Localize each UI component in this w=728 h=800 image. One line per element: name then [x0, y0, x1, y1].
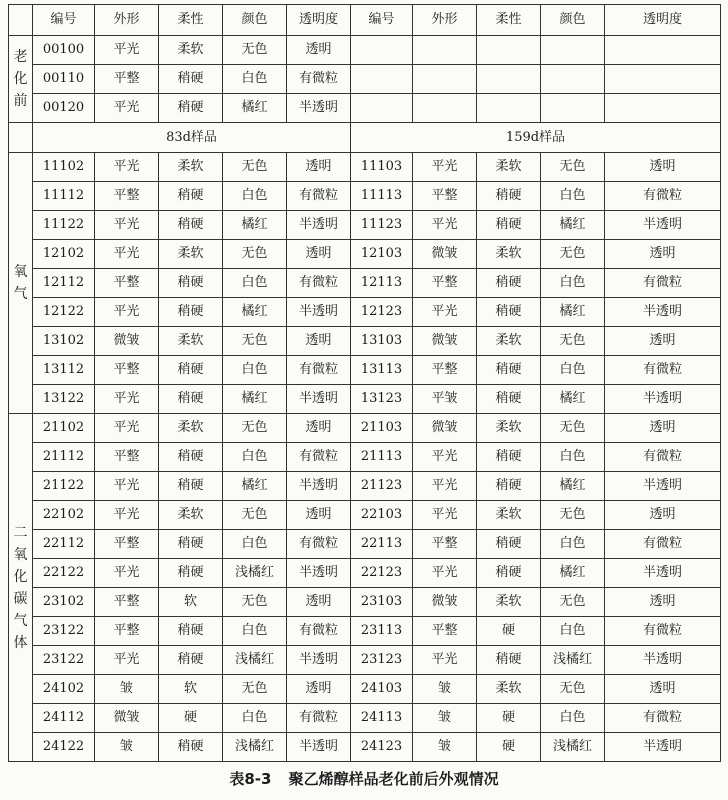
- data-cell: 平光: [413, 211, 477, 240]
- data-cell: 11103: [351, 153, 413, 182]
- data-cell: 透明: [605, 153, 721, 182]
- data-cell: 柔软: [477, 327, 541, 356]
- data-cell: 24112: [33, 704, 95, 733]
- data-cell: 稍硬: [477, 182, 541, 211]
- caption-number: 表8-3: [229, 770, 272, 788]
- data-cell: 橘红: [223, 385, 287, 414]
- data-cell: 透明: [605, 675, 721, 704]
- table-row: [9, 414, 721, 443]
- data-cell: 24103: [351, 675, 413, 704]
- data-cell: 皱: [413, 675, 477, 704]
- data-cell: 稍硬: [477, 443, 541, 472]
- data-cell: 柔软: [159, 414, 223, 443]
- data-cell: 13123: [351, 385, 413, 414]
- data-cell: 平光: [95, 385, 159, 414]
- data-cell: 微皱: [95, 327, 159, 356]
- data-cell: 稍硬: [159, 472, 223, 501]
- data-cell: 平整: [413, 617, 477, 646]
- data-cell: 21123: [351, 472, 413, 501]
- data-cell: 浅橘红: [223, 733, 287, 762]
- data-cell: 橘红: [541, 211, 605, 240]
- data-cell: 白色: [541, 704, 605, 733]
- data-cell: 23122: [33, 617, 95, 646]
- data-cell: 13122: [33, 385, 95, 414]
- header-cell: 颜色: [223, 5, 287, 36]
- data-cell: 11113: [351, 182, 413, 211]
- data-cell: 平光: [95, 240, 159, 269]
- data-cell: 有微粒: [605, 443, 721, 472]
- data-cell: 21122: [33, 472, 95, 501]
- data-cell: 无色: [541, 675, 605, 704]
- data-cell: 11102: [33, 153, 95, 182]
- data-cell: 稍硬: [477, 211, 541, 240]
- data-cell: 微皱: [413, 327, 477, 356]
- data-cell: 半透明: [605, 646, 721, 675]
- data-cell: 白色: [223, 65, 287, 94]
- data-cell: 24123: [351, 733, 413, 762]
- empty-cell: [413, 36, 477, 65]
- empty-cell: [477, 36, 541, 65]
- data-cell: 00120: [33, 94, 95, 123]
- empty-cell: [541, 36, 605, 65]
- data-cell: 柔软: [477, 240, 541, 269]
- data-cell: 无色: [223, 501, 287, 530]
- empty-cell: [541, 65, 605, 94]
- data-cell: 22102: [33, 501, 95, 530]
- data-cell: 有微粒: [287, 530, 351, 559]
- table-row: [9, 356, 721, 385]
- data-cell: 稍硬: [159, 646, 223, 675]
- data-cell: 平光: [413, 472, 477, 501]
- data-cell: 白色: [223, 617, 287, 646]
- data-cell: 22113: [351, 530, 413, 559]
- data-cell: 无色: [223, 153, 287, 182]
- data-cell: 稍硬: [477, 646, 541, 675]
- data-cell: 半透明: [605, 472, 721, 501]
- data-cell: 23102: [33, 588, 95, 617]
- data-cell: 21103: [351, 414, 413, 443]
- section-label-right: 159d样品: [351, 123, 721, 153]
- table-row: [9, 327, 721, 356]
- data-cell: 11122: [33, 211, 95, 240]
- data-cell: 有微粒: [605, 356, 721, 385]
- data-cell: 半透明: [287, 733, 351, 762]
- appearance-table: [8, 4, 721, 762]
- data-cell: 12122: [33, 298, 95, 327]
- data-cell: 稍硬: [477, 298, 541, 327]
- data-cell: 稍硬: [477, 472, 541, 501]
- data-cell: 23122: [33, 646, 95, 675]
- data-cell: 半透明: [287, 298, 351, 327]
- data-cell: 有微粒: [605, 182, 721, 211]
- data-cell: 稍硬: [159, 733, 223, 762]
- data-cell: 柔软: [477, 153, 541, 182]
- data-cell: 平光: [95, 501, 159, 530]
- data-cell: 24102: [33, 675, 95, 704]
- data-cell: 稍硬: [159, 559, 223, 588]
- table-row: [9, 269, 721, 298]
- data-cell: 平整: [413, 182, 477, 211]
- data-cell: 稍硬: [159, 65, 223, 94]
- data-cell: 平整: [95, 356, 159, 385]
- data-cell: 11112: [33, 182, 95, 211]
- data-cell: 无色: [223, 414, 287, 443]
- data-cell: 透明: [287, 240, 351, 269]
- data-cell: 稍硬: [159, 356, 223, 385]
- table-row: [9, 240, 721, 269]
- data-cell: 平整: [413, 356, 477, 385]
- data-cell: 有微粒: [605, 530, 721, 559]
- data-cell: 12123: [351, 298, 413, 327]
- data-cell: 半透明: [605, 733, 721, 762]
- data-cell: 平光: [413, 646, 477, 675]
- empty-cell: [477, 65, 541, 94]
- data-cell: 22103: [351, 501, 413, 530]
- data-cell: 浅橘红: [223, 646, 287, 675]
- data-cell: 半透明: [287, 94, 351, 123]
- table-row: [9, 443, 721, 472]
- corner-cell: [9, 5, 33, 36]
- table-row: [9, 65, 721, 94]
- data-cell: 透明: [287, 501, 351, 530]
- empty-cell: [605, 36, 721, 65]
- data-cell: 稍硬: [159, 385, 223, 414]
- data-cell: 柔软: [477, 675, 541, 704]
- header-cell: 透明度: [605, 5, 721, 36]
- header-cell: 外形: [413, 5, 477, 36]
- data-cell: 平光: [95, 298, 159, 327]
- header-row: [9, 5, 721, 36]
- data-cell: 有微粒: [287, 704, 351, 733]
- data-cell: 透明: [605, 327, 721, 356]
- data-cell: 稍硬: [159, 269, 223, 298]
- table-row: [9, 472, 721, 501]
- data-cell: 柔软: [159, 501, 223, 530]
- data-cell: 柔软: [159, 327, 223, 356]
- table-row: [9, 617, 721, 646]
- data-cell: 白色: [223, 704, 287, 733]
- data-cell: 皱: [413, 704, 477, 733]
- data-cell: 浅橘红: [541, 646, 605, 675]
- data-cell: 有微粒: [287, 182, 351, 211]
- data-cell: 平整: [413, 269, 477, 298]
- data-cell: 无色: [541, 153, 605, 182]
- data-cell: 柔软: [477, 588, 541, 617]
- empty-cell: [477, 94, 541, 123]
- table-row: [9, 675, 721, 704]
- data-cell: 稍硬: [159, 443, 223, 472]
- data-cell: 稍硬: [477, 385, 541, 414]
- data-cell: 浅橘红: [541, 733, 605, 762]
- data-cell: 半透明: [287, 211, 351, 240]
- table-row: [9, 501, 721, 530]
- table-row: [9, 704, 721, 733]
- data-cell: 白色: [541, 182, 605, 211]
- data-cell: 皱: [95, 733, 159, 762]
- data-cell: 21112: [33, 443, 95, 472]
- table-row: [9, 530, 721, 559]
- data-cell: 22122: [33, 559, 95, 588]
- data-cell: 微皱: [413, 588, 477, 617]
- data-cell: 橘红: [223, 211, 287, 240]
- data-cell: 13103: [351, 327, 413, 356]
- data-cell: 平光: [95, 211, 159, 240]
- data-cell: 13102: [33, 327, 95, 356]
- data-cell: 平光: [95, 472, 159, 501]
- data-cell: 有微粒: [287, 617, 351, 646]
- data-cell: 稍硬: [159, 94, 223, 123]
- data-cell: 半透明: [605, 559, 721, 588]
- data-cell: 白色: [541, 269, 605, 298]
- data-cell: 00110: [33, 65, 95, 94]
- data-cell: 平整: [95, 65, 159, 94]
- table-row: [9, 182, 721, 211]
- data-cell: 无色: [223, 240, 287, 269]
- data-cell: 12102: [33, 240, 95, 269]
- data-cell: 无色: [541, 327, 605, 356]
- data-cell: 00100: [33, 36, 95, 65]
- data-cell: 有微粒: [287, 443, 351, 472]
- data-cell: 22123: [351, 559, 413, 588]
- co2-group-text: 二氧化碳气体: [13, 524, 28, 651]
- data-cell: 白色: [541, 356, 605, 385]
- data-cell: 21113: [351, 443, 413, 472]
- table-row: [9, 385, 721, 414]
- caption-title: 聚乙烯醇样品老化前后外观情况: [288, 770, 499, 788]
- data-cell: 透明: [605, 414, 721, 443]
- data-cell: 半透明: [287, 646, 351, 675]
- oxygen-group-text: 氧气: [13, 264, 28, 302]
- data-cell: 硬: [477, 733, 541, 762]
- data-cell: 稍硬: [159, 211, 223, 240]
- data-cell: 皱: [95, 675, 159, 704]
- header-cell: 透明度: [287, 5, 351, 36]
- data-cell: 平皱: [413, 385, 477, 414]
- data-cell: 平光: [95, 414, 159, 443]
- header-cell: 颜色: [541, 5, 605, 36]
- data-cell: 半透明: [287, 559, 351, 588]
- data-cell: 白色: [541, 530, 605, 559]
- data-cell: 24122: [33, 733, 95, 762]
- header-cell: 编号: [351, 5, 413, 36]
- data-cell: 平光: [413, 443, 477, 472]
- data-cell: 白色: [223, 530, 287, 559]
- pre_aging-group-label: [9, 36, 33, 123]
- data-cell: 稍硬: [159, 530, 223, 559]
- data-cell: 平光: [95, 36, 159, 65]
- data-cell: 半透明: [287, 472, 351, 501]
- data-cell: 柔软: [477, 414, 541, 443]
- table-row: [9, 733, 721, 762]
- data-cell: 硬: [477, 617, 541, 646]
- data-cell: 微皱: [413, 414, 477, 443]
- data-cell: 12113: [351, 269, 413, 298]
- table-row: [9, 36, 721, 65]
- data-cell: 21102: [33, 414, 95, 443]
- data-cell: 无色: [223, 588, 287, 617]
- data-cell: 平整: [95, 588, 159, 617]
- table-row: [9, 211, 721, 240]
- data-cell: 平光: [95, 559, 159, 588]
- table-row: [9, 94, 721, 123]
- empty-cell: [351, 36, 413, 65]
- data-cell: 橘红: [541, 472, 605, 501]
- empty-cell: [413, 65, 477, 94]
- data-cell: 橘红: [223, 94, 287, 123]
- data-cell: 白色: [223, 443, 287, 472]
- data-cell: 12103: [351, 240, 413, 269]
- data-cell: 稍硬: [477, 559, 541, 588]
- data-cell: 平光: [413, 153, 477, 182]
- empty-cell: [351, 65, 413, 94]
- data-cell: 平整: [95, 269, 159, 298]
- data-cell: 半透明: [605, 385, 721, 414]
- data-cell: 软: [159, 675, 223, 704]
- empty-cell: [541, 94, 605, 123]
- data-cell: 有微粒: [287, 356, 351, 385]
- data-cell: 平整: [95, 182, 159, 211]
- data-cell: 平光: [95, 94, 159, 123]
- data-cell: 无色: [223, 327, 287, 356]
- data-cell: 硬: [477, 704, 541, 733]
- header-cell: 柔性: [159, 5, 223, 36]
- data-cell: 平光: [95, 153, 159, 182]
- data-cell: 皱: [413, 733, 477, 762]
- empty-cell: [351, 94, 413, 123]
- co2-group-label: [9, 414, 33, 762]
- data-cell: 半透明: [605, 298, 721, 327]
- data-cell: 12112: [33, 269, 95, 298]
- data-cell: 透明: [287, 153, 351, 182]
- data-cell: 柔软: [159, 36, 223, 65]
- data-cell: 平光: [413, 559, 477, 588]
- data-cell: 有微粒: [605, 269, 721, 298]
- section-label-left: 83d样品: [33, 123, 351, 153]
- data-cell: 橘红: [541, 298, 605, 327]
- data-cell: 柔软: [159, 153, 223, 182]
- data-cell: 白色: [223, 182, 287, 211]
- table-row: [9, 559, 721, 588]
- data-cell: 无色: [541, 588, 605, 617]
- header-cell: 外形: [95, 5, 159, 36]
- data-cell: 13113: [351, 356, 413, 385]
- data-cell: 无色: [223, 36, 287, 65]
- data-cell: 平光: [413, 298, 477, 327]
- empty-cell: [605, 94, 721, 123]
- data-cell: 透明: [287, 588, 351, 617]
- data-cell: 透明: [605, 588, 721, 617]
- data-cell: 平光: [413, 501, 477, 530]
- data-cell: 透明: [287, 36, 351, 65]
- data-cell: 橘红: [223, 298, 287, 327]
- data-cell: 稍硬: [159, 182, 223, 211]
- data-cell: 半透明: [605, 211, 721, 240]
- data-cell: 平整: [95, 443, 159, 472]
- data-cell: 透明: [287, 414, 351, 443]
- data-cell: 橘红: [541, 385, 605, 414]
- data-cell: 有微粒: [287, 65, 351, 94]
- data-cell: 有微粒: [605, 704, 721, 733]
- data-cell: 平整: [95, 617, 159, 646]
- data-cell: 无色: [541, 501, 605, 530]
- pre_aging-group-text: 老化前: [13, 49, 28, 109]
- data-cell: 软: [159, 588, 223, 617]
- data-cell: 稍硬: [159, 617, 223, 646]
- data-cell: 稍硬: [477, 356, 541, 385]
- data-cell: 柔软: [477, 501, 541, 530]
- data-cell: 白色: [223, 356, 287, 385]
- data-cell: 透明: [287, 675, 351, 704]
- data-cell: 橘红: [541, 559, 605, 588]
- data-cell: 半透明: [287, 385, 351, 414]
- data-cell: 24113: [351, 704, 413, 733]
- data-cell: 23103: [351, 588, 413, 617]
- data-cell: 有微粒: [605, 617, 721, 646]
- data-cell: 平整: [95, 530, 159, 559]
- data-cell: 柔软: [159, 240, 223, 269]
- data-cell: 稍硬: [477, 269, 541, 298]
- data-cell: 透明: [287, 327, 351, 356]
- data-cell: 微皱: [95, 704, 159, 733]
- data-cell: 平光: [95, 646, 159, 675]
- header-cell: 柔性: [477, 5, 541, 36]
- data-cell: 22112: [33, 530, 95, 559]
- table-caption: [0, 768, 728, 789]
- data-cell: 透明: [605, 240, 721, 269]
- data-cell: 白色: [541, 617, 605, 646]
- empty-cell: [413, 94, 477, 123]
- table-row: [9, 298, 721, 327]
- data-cell: 橘红: [223, 472, 287, 501]
- table-row: [9, 646, 721, 675]
- data-cell: 23123: [351, 646, 413, 675]
- data-cell: 平整: [413, 530, 477, 559]
- table-row: [9, 588, 721, 617]
- data-cell: 稍硬: [159, 298, 223, 327]
- data-cell: 13112: [33, 356, 95, 385]
- data-cell: 11123: [351, 211, 413, 240]
- section-header-row: [9, 123, 721, 153]
- data-cell: 无色: [541, 414, 605, 443]
- data-cell: 无色: [223, 675, 287, 704]
- header-cell: 编号: [33, 5, 95, 36]
- data-cell: 稍硬: [477, 530, 541, 559]
- data-cell: 无色: [541, 240, 605, 269]
- data-cell: 硬: [159, 704, 223, 733]
- data-cell: 23113: [351, 617, 413, 646]
- data-cell: 有微粒: [287, 269, 351, 298]
- data-cell: 透明: [605, 501, 721, 530]
- data-cell: 白色: [541, 443, 605, 472]
- data-cell: 浅橘红: [223, 559, 287, 588]
- data-cell: 微皱: [413, 240, 477, 269]
- empty-cell: [605, 65, 721, 94]
- oxygen-group-label: [9, 153, 33, 414]
- section-corner-cell: [9, 123, 33, 153]
- data-cell: 白色: [223, 269, 287, 298]
- table-row: [9, 153, 721, 182]
